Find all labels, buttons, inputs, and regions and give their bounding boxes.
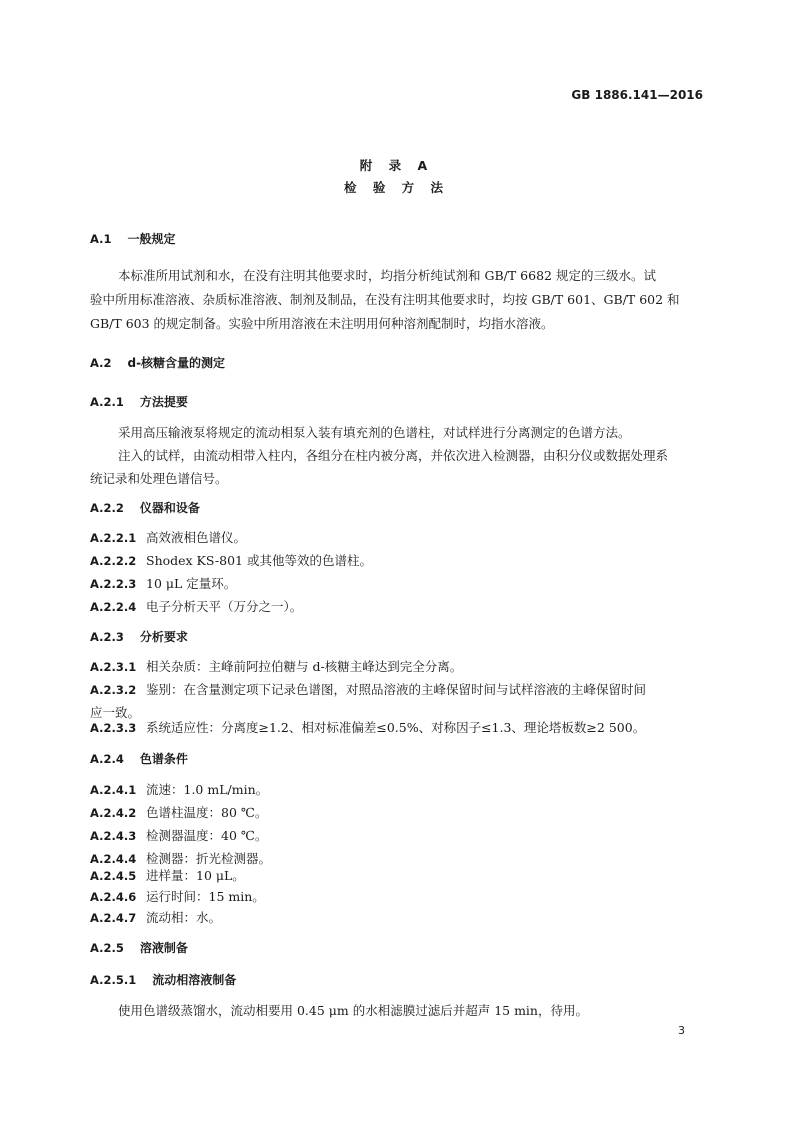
list-item: A.2.4.6 运行时间：15 min。 <box>90 889 265 904</box>
paragraph-line: 统记录和处理色谱信号。 <box>90 471 228 486</box>
paragraph-line: GB/T 603 的规定制备。实验中所用溶液在未注明用何种溶剂配制时，均指水溶液。 <box>90 316 554 331</box>
list-item: A.2.3.3 系统适应性：分离度≥1.2、相对标准偏差≤0.5%、对称因子≤1.3、理论塔板数≥2 500。 <box>90 720 646 735</box>
section-heading-a25 <box>90 940 188 956</box>
section-number: A.2.5.1 <box>90 973 137 987</box>
section-number: A.2.2 <box>90 501 124 515</box>
section-number: A.2 <box>90 356 112 370</box>
list-item: A.2.3.1 相关杂质：主峰前阿拉伯糖与 d-核糖主峰达到完全分离。 <box>90 659 463 674</box>
section-title: 色谱条件 <box>139 752 188 766</box>
section-heading-a21 <box>90 394 188 410</box>
section-heading-a24 <box>90 751 188 767</box>
section-title: 流动相溶液制备 <box>152 973 237 987</box>
section-title: 溶液制备 <box>139 941 188 955</box>
section-title: 分析要求 <box>139 630 188 644</box>
section-title: d-核糖含量的测定 <box>127 356 226 370</box>
section-heading-a2 <box>90 355 225 371</box>
standard-code: GB 1886.141—2016 <box>571 88 703 102</box>
section-title: 方法提要 <box>139 395 188 409</box>
list-item: A.2.2.2 Shodex KS-801 或其他等效的色谱柱。 <box>90 553 372 568</box>
section-number: A.2.1 <box>90 395 124 409</box>
list-item: A.2.4.4 检测器：折光检测器。 <box>90 851 272 866</box>
section-heading-a251 <box>90 972 236 988</box>
section-heading-a1 <box>90 231 176 247</box>
list-item: A.2.2.3 10 μL 定量环。 <box>90 576 237 591</box>
section-title: 仪器和设备 <box>139 501 200 515</box>
annex-title: 检 验 方 法 <box>343 180 450 195</box>
page-number: 3 <box>678 1024 685 1037</box>
list-item: A.2.4.3 检测器温度：40 ℃。 <box>90 828 268 843</box>
section-heading-a22 <box>90 500 200 516</box>
paragraph-line: 应一致。 <box>90 705 141 720</box>
annex-label: 附 录 A <box>359 158 434 173</box>
paragraph-line: 采用高压输液泵将规定的流动相泵入装有填充剂的色谱柱，对试样进行分离测定的色谱方法。 <box>118 425 631 440</box>
section-title: 一般规定 <box>127 232 176 246</box>
section-number: A.1 <box>90 232 112 246</box>
paragraph-line: 验中所用标准溶液、杂质标准溶液、制剂及制品，在没有注明其他要求时，均按 GB/T 601、GB/T 602 和 <box>90 292 680 307</box>
paragraph-line: 使用色谱级蒸馏水，流动相要用 0.45 μm 的水相滤膜过滤后并超声 15 min，待用。 <box>118 1003 588 1018</box>
section-number: A.2.3 <box>90 630 124 644</box>
list-item: A.2.4.2 色谱柱温度：80 ℃。 <box>90 805 268 820</box>
list-item: A.2.2.4 电子分析天平（万分之一）。 <box>90 599 303 614</box>
paragraph-line: 注入的试样，由流动相带入柱内，各组分在柱内被分离，并依次进入检测器，由积分仪或数据处理系 <box>118 448 669 463</box>
section-number: A.2.4 <box>90 752 124 766</box>
section-number: A.2.5 <box>90 941 124 955</box>
section-heading-a23 <box>90 629 188 645</box>
paragraph-line: 本标准所用试剂和水，在没有注明其他要求时，均指分析纯试剂和 GB/T 6682 规定的三级水。试 <box>118 268 656 283</box>
list-item: A.2.4.1 流速：1.0 mL/min。 <box>90 782 269 797</box>
list-item: A.2.2.1 高效液相色谱仪。 <box>90 530 247 545</box>
list-item: A.2.4.5 进样量：10 μL。 <box>90 868 245 883</box>
list-item: A.2.4.7 流动相：水。 <box>90 910 222 925</box>
list-item: A.2.3.2 鉴别：在含量测定项下记录色谱图，对照品溶液的主峰保留时间与试样溶液的主峰保留时间 <box>90 682 647 697</box>
